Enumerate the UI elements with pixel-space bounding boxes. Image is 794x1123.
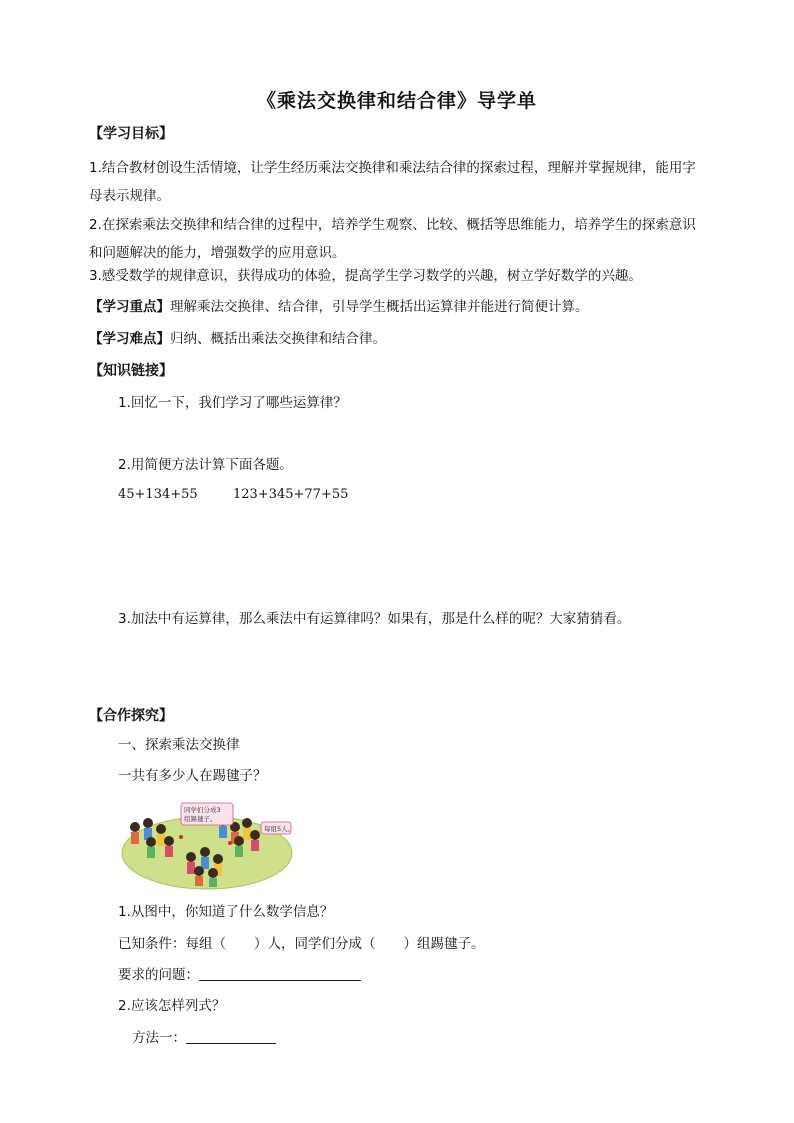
goal-item-1: 1.结合教材创设生活情境，让学生经历乘法交换律和乘法结合律的探索过程，理解并掌握规律，能用字母表示规律。 (89, 160, 696, 204)
bubble-1-line-1: 同学们分成3 (184, 806, 221, 814)
difficulty-text: 归纳、概括出乘法交换律和结合律。 (170, 331, 386, 347)
method-1 (132, 1028, 276, 1048)
bubble-1-line-2: 组踢毽子。 (184, 815, 217, 823)
ask-answer-line[interactable] (199, 966, 361, 981)
knowledge-question-2: 2.用简便方法计算下面各题。 (118, 457, 293, 473)
method-1-answer-line[interactable] (186, 1029, 276, 1044)
explore-question: 一共有多少人在踢毽子？ (118, 768, 267, 784)
knowledge-question-3: 3.加法中有运算律，那么乘法中有运算律吗？如果有，那是什么样的呢？大家猜猜看。 (118, 611, 631, 627)
difficulty (89, 329, 386, 349)
expression-1: 45+134+55 (118, 487, 198, 502)
method-1-label: 方法一： (132, 1030, 186, 1046)
page-title: 《乘法交换律和结合律》导学单 (256, 90, 537, 112)
children-playing-illustration (121, 797, 293, 891)
illustration-svg (121, 797, 293, 891)
shuttlecock-icon (228, 841, 232, 845)
goals-heading: 【学习目标】 (89, 126, 173, 142)
explore-section-title: 一、探索乘法交换律 (118, 737, 240, 753)
knowledge-heading: 【知识链接】 (89, 363, 173, 379)
difficulty-label: 【学习难点】 (89, 331, 170, 347)
known-prefix: 已知条件：每组（ (118, 936, 226, 952)
goal-item-3: 3.感受数学的规律意识，获得成功的体验，提高学生学习数学的兴趣，树立学好数学的兴趣。 (89, 268, 642, 284)
key-point-text: 理解乘法交换律、结合律，引导学生概括出运算律并能进行简便计算。 (170, 299, 589, 315)
explore-heading: 【合作探究】 (89, 708, 173, 724)
key-point (89, 297, 589, 317)
knowledge-question-1: 1.回忆一下，我们学习了哪些运算律？ (118, 395, 347, 411)
goal-item-2: 2.在探索乘法交换律和结合律的过程中，培养学生观察、比较、概括等思维能力，培养学生的探索意识和问题解决的能力，增强数学的应用意识。 (89, 217, 696, 261)
explore-question-1: 1.从图中，你知道了什么数学信息？ (118, 904, 334, 920)
expression-2: 123+345+77+55 (233, 487, 349, 502)
known-mid: ）人，同学们分成（ (254, 936, 376, 952)
bubble-2-text: 每组5人。 (264, 825, 293, 833)
question-to-ask (118, 965, 361, 985)
shuttlecock-icon (179, 835, 183, 839)
explore-question-2: 2.应该怎样列式？ (118, 998, 226, 1014)
ask-label: 要求的问题： (118, 967, 199, 983)
known-conditions (118, 934, 485, 954)
known-suffix: ）组踢毽子。 (403, 936, 485, 952)
key-point-label: 【学习重点】 (89, 299, 170, 315)
